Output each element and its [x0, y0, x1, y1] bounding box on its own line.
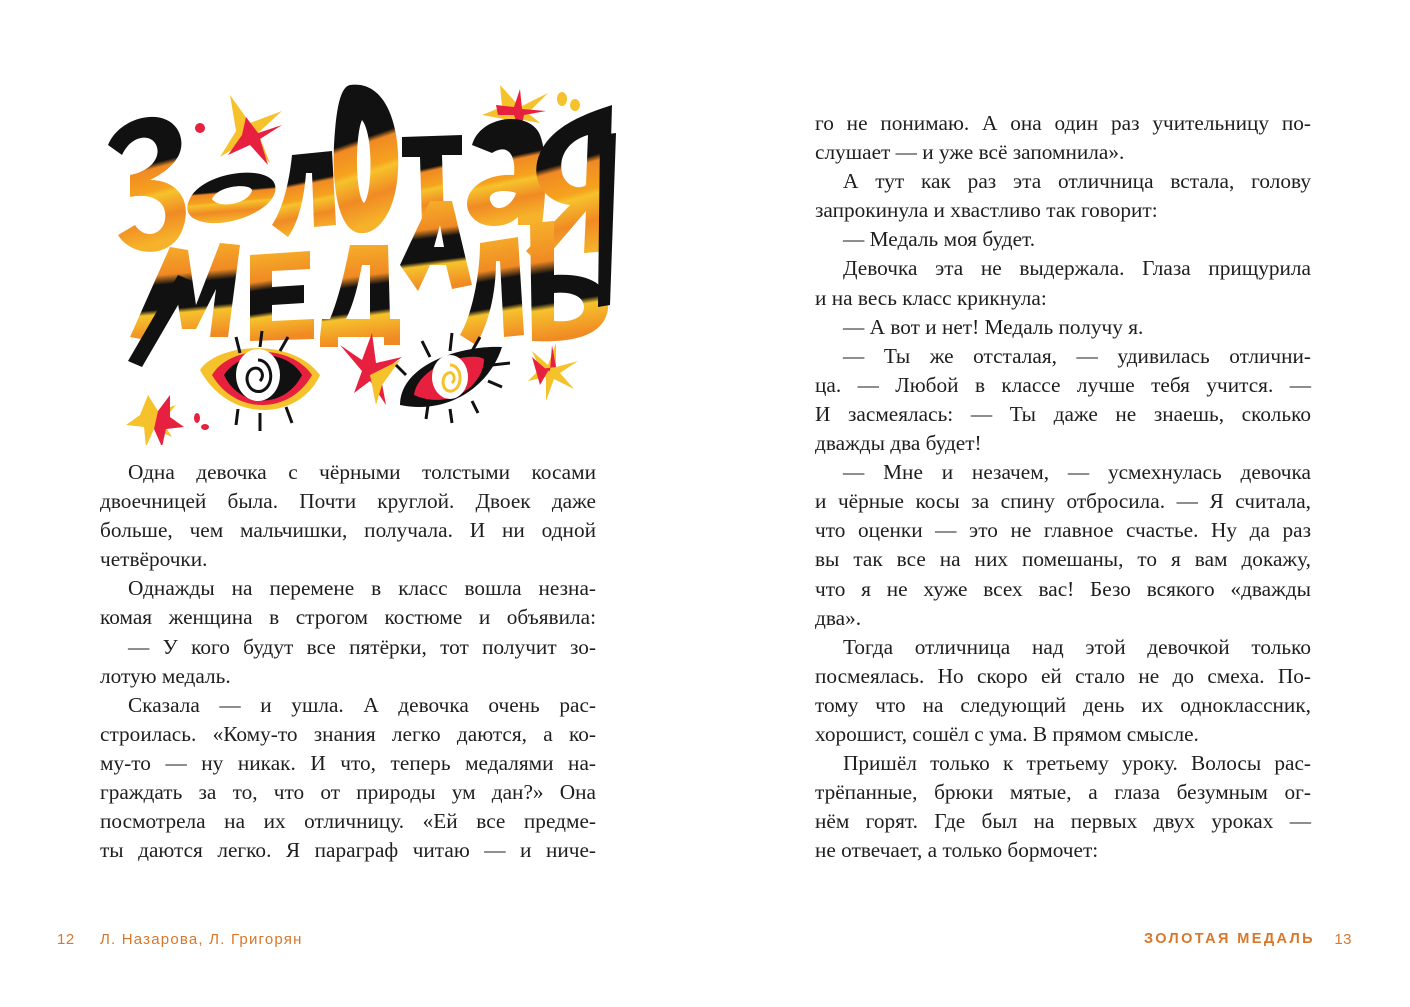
text-line: дважды два будет!: [815, 431, 982, 456]
text-line: — А вот и нет! Медаль получу я.: [843, 314, 1144, 339]
page-number-right: 13: [1334, 931, 1352, 948]
title-illustration: [100, 75, 620, 445]
text-line: му-то — ну никак. И что, теперь медалями на-: [100, 750, 596, 775]
text-line: ца. — Любой в классе лучше тебя учится. —: [815, 372, 1311, 397]
text-line: больше, чем мальчишки, получала. И ни одной: [100, 518, 596, 543]
text-line: четвёрочки.: [100, 547, 208, 572]
text-line: И засмеялась: — Ты даже не знаешь, сколько: [815, 401, 1311, 426]
text-line: двоечницей была. Почти круглой. Двоек даже: [100, 489, 596, 514]
text-line: комая женщина в строгом костюме и объявила:: [100, 605, 596, 630]
text-line: Тогда отличница над этой девочкой только: [843, 634, 1311, 659]
text-line: — Мне и незачем, — усмехнулась девочка: [843, 460, 1311, 485]
star-icon: [220, 95, 282, 165]
text-line: не отвечает, а только бормочет:: [815, 838, 1099, 863]
text-line: — У кого будут все пятёрки, тот получит зо-: [128, 634, 596, 659]
text-line: — Медаль моя будет.: [843, 227, 1036, 252]
eye-icon-left: [200, 331, 320, 431]
text-line: хорошист, сошёл с ума. В прямом смысле.: [815, 721, 1199, 746]
text-line: тому что на следующий день их одноклассник,: [815, 692, 1311, 717]
text-line: граждать за то, что от природы ум дан?» Она: [100, 780, 596, 805]
text-line: Пришёл только к третьему уроку. Волосы рас-: [843, 751, 1311, 776]
star-icon: [528, 343, 578, 401]
text-line: Девочка эта не выдержала. Глаза прищурила: [843, 256, 1311, 281]
left-page-body-text: [100, 458, 596, 865]
text-line: запрокинула и хвастливо так говорит:: [815, 198, 1158, 223]
text-line: слушает — и уже всё запомнила».: [815, 140, 1125, 165]
eye-icon-right: [396, 333, 510, 423]
text-line: Одна девочка с чёрными толстыми косами: [128, 460, 596, 484]
right-page: [705, 0, 1410, 1007]
dot-icon: [195, 123, 205, 133]
text-line: лотую медаль.: [100, 663, 231, 688]
title-lettering-art: [100, 75, 620, 445]
text-line: А тут как раз эта отличница встала, голову: [843, 169, 1311, 194]
text-line: и на весь класс крикнула:: [815, 285, 1047, 310]
dot-icon: [194, 413, 200, 423]
text-line: что я не хуже всех вас! Безо всякого «дважды: [815, 576, 1311, 601]
text-line: го не понимаю. А она один раз учительницу по-: [815, 111, 1311, 135]
text-line: вы так все на них помешаны, то я вам докажу,: [815, 547, 1311, 572]
text-line: нём горят. Где был на первых двух уроках —: [815, 809, 1311, 834]
dot-icon: [557, 92, 567, 106]
text-line: что оценки — это не главное счастье. Ну да раз: [815, 518, 1311, 543]
text-line: и чёрные косы за спину отбросила. — Я считала,: [815, 489, 1311, 514]
page-number-left: 12: [57, 931, 75, 948]
text-line: — Ты же отсталая, — удивилась отлични-: [843, 343, 1311, 368]
text-line: посмотрела на их отличницу. «Ей все предме-: [100, 809, 596, 834]
text-line: посмеялась. Но скоро ей стало не до смеха. По-: [815, 663, 1311, 688]
text-line: ты даются легко. Я параграф читаю — и ниче-: [100, 838, 596, 863]
running-head-title: ЗОЛОТАЯ МЕДАЛЬ: [1143, 931, 1315, 947]
dot-icon: [570, 99, 580, 111]
text-line: Однажды на перемене в класс вошла незна-: [128, 576, 596, 601]
right-page-body-text: [815, 109, 1311, 865]
text-line: трёпанные, брюки мятые, а глаза безумным ог-: [815, 780, 1311, 805]
text-line: Сказала — и ушла. А девочка очень рас-: [128, 692, 596, 717]
running-head-authors: Л. Назарова, Л. Григорян: [100, 931, 303, 948]
dot-icon: [201, 424, 209, 430]
text-line: два».: [815, 605, 862, 630]
text-line: строилась. «Кому-то знания легко даются, а ко-: [100, 721, 596, 746]
star-icon: [126, 395, 184, 445]
